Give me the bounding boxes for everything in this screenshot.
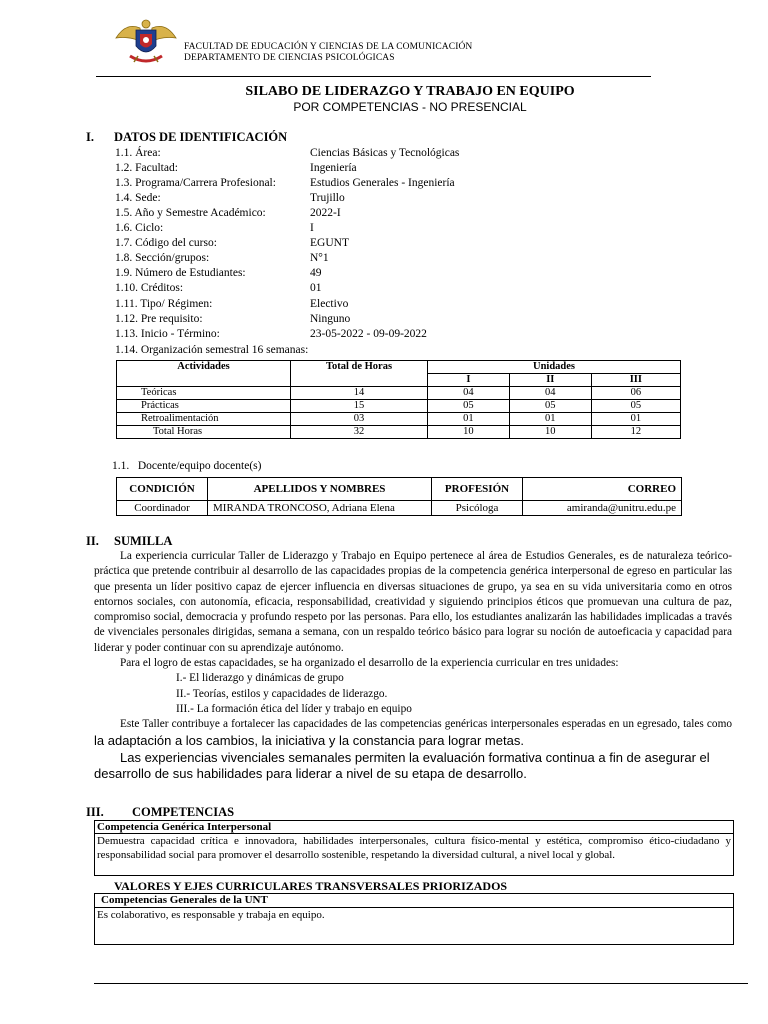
cell-correo: amiranda@unitru.edu.pe xyxy=(523,501,682,516)
section-title: DATOS DE IDENTIFICACIÓN xyxy=(114,130,288,144)
th-correo: CORREO xyxy=(523,478,682,501)
cell-u3: 12 xyxy=(591,426,680,439)
th-profesion: PROFESIÓN xyxy=(432,478,523,501)
sumilla-paragraph-4: Las experiencias vivenciales semanales permiten la evaluación formativa continua a fin de asegurar el desarrollo de sus habilidades para liderar a nivel de su etapa de desarrollo. xyxy=(94,749,710,781)
cell-total: 03 xyxy=(291,413,428,426)
cell-u2: 04 xyxy=(509,387,591,400)
id-label-students: 1.9. Número de Estudiantes: xyxy=(115,267,246,279)
id-value-dates: 23-05-2022 - 09-09-2022 xyxy=(310,328,427,340)
id-value-prereq: Ninguno xyxy=(310,313,351,325)
footer-divider xyxy=(94,983,748,984)
section-title: SUMILLA xyxy=(114,534,173,548)
institution-header xyxy=(184,42,472,64)
id-value-program: Estudios Generales - Ingeniería xyxy=(310,177,455,189)
general-competence-box xyxy=(94,893,734,945)
section-title: COMPETENCIAS xyxy=(132,805,235,819)
university-crest-logo xyxy=(112,16,180,68)
sumilla-paragraph-2: Para el logro de estas capacidades, se ha organizado el desarrollo de la experiencia curricular en tres unidades: xyxy=(120,657,619,670)
id-label-prereq: 1.12. Pre requisito: xyxy=(115,313,203,325)
document-title: SILABO DE LIDERAZGO Y TRABAJO EN EQUIPO xyxy=(245,84,575,99)
section-3-heading xyxy=(86,805,234,820)
header-divider xyxy=(96,76,651,77)
section-number: III. xyxy=(86,805,104,819)
general-competence-text: Es colaborativo, es responsable y trabaja en equipo. xyxy=(97,909,325,921)
cell-condicion: Coordinador xyxy=(117,501,208,516)
cell-total: 15 xyxy=(291,400,428,413)
id-value-section: N°1 xyxy=(310,252,329,264)
id-label-credits: 1.10. Créditos: xyxy=(115,282,184,294)
cell-activity: Retroalimentación xyxy=(117,413,291,426)
th-units: Unidades xyxy=(428,361,681,374)
cell-u1: 10 xyxy=(428,426,510,439)
id-value-type: Electivo xyxy=(310,298,349,310)
table-row xyxy=(117,501,682,516)
cell-activity: Total Horas xyxy=(117,426,291,439)
th-apellidos: APELLIDOS Y NOMBRES xyxy=(208,478,432,501)
section-2-heading xyxy=(86,534,172,549)
generic-competence-box xyxy=(94,820,734,876)
department-name: DEPARTAMENTO DE CIENCIAS PSICOLÓGICAS xyxy=(184,53,395,63)
th-condicion: CONDICIÓN xyxy=(117,478,208,501)
id-label-organization: 1.14. Organización semestral 16 semanas: xyxy=(115,344,309,356)
id-value-credits: 01 xyxy=(310,282,322,294)
id-label-program: 1.3. Programa/Carrera Profesional: xyxy=(115,177,276,189)
table-row xyxy=(117,387,681,400)
section-number: I. xyxy=(86,130,94,144)
th-total-hours: Total de Horas xyxy=(291,361,428,387)
unit-item-3: III.- La formación ética del líder y trabajo en equipo xyxy=(176,702,412,715)
id-label-campus: 1.4. Sede: xyxy=(115,192,161,204)
cell-u1: 04 xyxy=(428,387,510,400)
cell-total: 14 xyxy=(291,387,428,400)
cell-activity: Teóricas xyxy=(117,387,291,400)
cell-u1: 01 xyxy=(428,413,510,426)
cell-u3: 06 xyxy=(591,387,680,400)
hours-table xyxy=(116,360,681,439)
id-value-course-code: EGUNT xyxy=(310,237,349,249)
id-label-area: 1.1. Área: xyxy=(115,147,161,159)
generic-competence-text: Demuestra capacidad crítica e innovadora, habilidades interpersonales, cultura físico-mental y estética, compromiso ético-ciudadano y responsabilidad social para promover el desarrollo sostenible, respetando la diversidad cultural, a nivel local y global. xyxy=(97,835,731,861)
teacher-table xyxy=(116,477,682,516)
cell-u2: 01 xyxy=(509,413,591,426)
sumilla-text xyxy=(94,549,732,782)
cell-u3: 01 xyxy=(591,413,680,426)
id-label-semester: 1.5. Año y Semestre Académico: xyxy=(115,207,266,219)
id-value-faculty: Ingeniería xyxy=(310,162,357,174)
cell-u1: 05 xyxy=(428,400,510,413)
document-subtitle: POR COMPETENCIAS - NO PRESENCIAL xyxy=(293,100,527,114)
id-value-semester: 2022-I xyxy=(310,207,341,219)
cell-apellidos: MIRANDA TRONCOSO, Adriana Elena xyxy=(208,501,432,516)
cell-u3: 05 xyxy=(591,400,680,413)
cell-u2: 05 xyxy=(509,400,591,413)
paragraph-3-end: la adaptación a los cambios, la iniciativa y la constancia para lograr metas. xyxy=(94,732,524,748)
sumilla-paragraph-1: La experiencia curricular Taller de Liderazgo y Trabajo en Equipo pertenece al área de Estudios Generales, es de naturaleza teórico-práctica que pretende contribuir al desarrollo de las capacidades propias de la competencia genérica interpersonal de egreso en particular las que presenta un líder positivo capaz de ejercer influencia en diversas situaciones de grupo, ya sea en su vida universitaria como en otros entornos sociales, con autonomía, eficacia, responsabilidad, creatividad y siguiendo principios éticos que promuevan una cultura de paz, compromiso social, democracia y profundo respeto por las personas. Para ello, los estudiantes analizarán las habilidades implicadas a través de vivenciales personales dirigidas, semana a semana, con un respaldo teórico básico para lograr su noción de autoeficacia y capacidad para liderar y poder continuar con su aprendizaje autónomo. xyxy=(94,550,732,654)
id-value-cycle: I xyxy=(310,222,314,234)
id-value-campus: Trujillo xyxy=(310,192,345,204)
cell-u2: 10 xyxy=(509,426,591,439)
section-1-heading xyxy=(86,130,287,145)
table-row xyxy=(117,400,681,413)
table-row xyxy=(117,413,681,426)
section-number: II. xyxy=(86,534,99,548)
cell-profesion: Psicóloga xyxy=(432,501,523,516)
th-unit-3: III xyxy=(591,374,680,387)
th-unit-2: II xyxy=(509,374,591,387)
faculty-name: FACULTAD DE EDUCACIÓN Y CIENCIAS DE LA COMUNICACIÓN xyxy=(184,42,473,52)
table-row xyxy=(117,426,681,439)
id-label-cycle: 1.6. Ciclo: xyxy=(115,222,164,234)
id-label-type: 1.11. Tipo/ Régimen: xyxy=(115,298,213,310)
values-heading: VALORES Y EJES CURRICULARES TRANSVERSALES PRIORIZADOS xyxy=(114,879,508,893)
th-activities: Actividades xyxy=(117,361,291,387)
unit-item-1: I.- El liderazgo y dinámicas de grupo xyxy=(176,672,344,685)
teacher-label: 1.1. Docente/equipo docente(s) xyxy=(112,460,262,472)
id-value-students: 49 xyxy=(310,267,322,279)
unit-item-2: II.- Teorías, estilos y capacidades de liderazgo. xyxy=(176,687,388,700)
paragraph-3-start: Este Taller contribuye a fortalecer las capacidades de las competencias genéricas interpersonales esperadas en un egresado, tales como xyxy=(120,718,732,731)
cell-activity: Prácticas xyxy=(117,400,291,413)
id-value-area: Ciencias Básicas y Tecnológicas xyxy=(310,147,460,159)
id-label-dates: 1.13. Inicio - Término: xyxy=(115,328,220,340)
general-competence-heading: Competencias Generales de la UNT xyxy=(95,894,733,908)
id-label-course-code: 1.7. Código del curso: xyxy=(115,237,217,249)
generic-competence-heading: Competencia Genérica Interpersonal xyxy=(95,821,733,834)
id-label-faculty: 1.2. Facultad: xyxy=(115,162,178,174)
cell-total: 32 xyxy=(291,426,428,439)
sumilla-paragraph-3 xyxy=(94,717,732,750)
th-unit-1: I xyxy=(428,374,510,387)
id-label-section: 1.8. Sección/grupos: xyxy=(115,252,210,264)
